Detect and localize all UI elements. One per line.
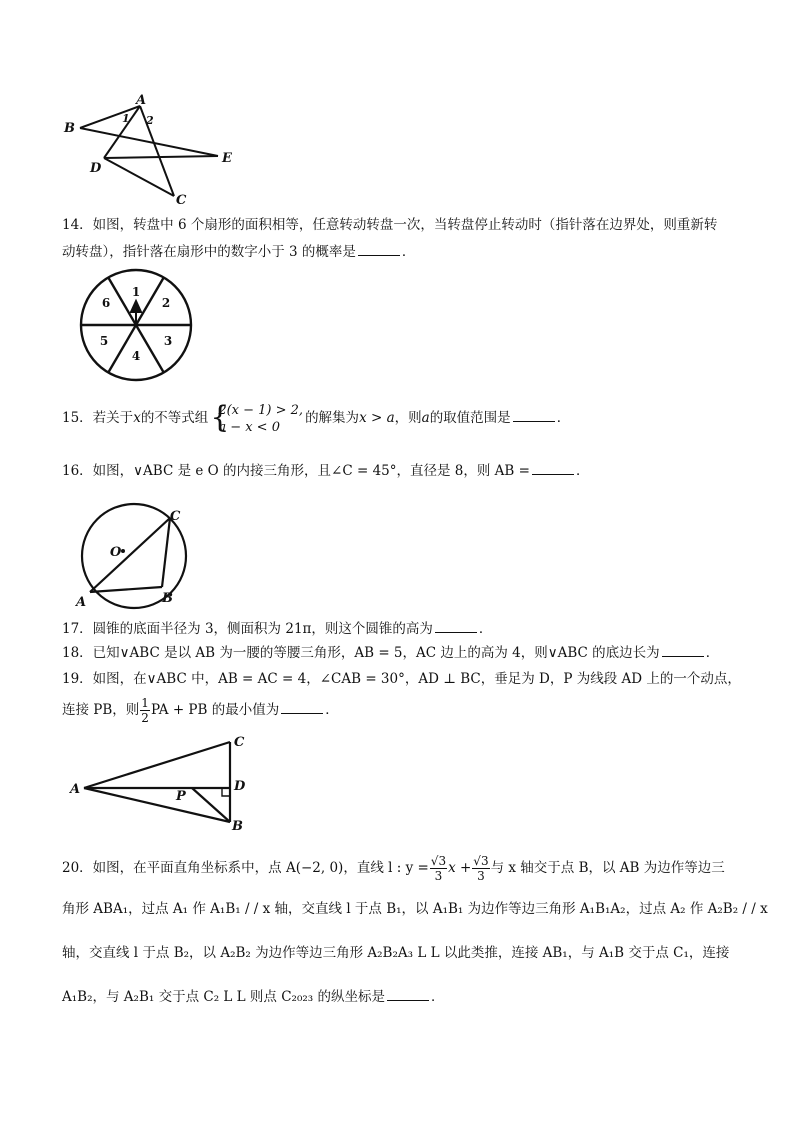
q15-text-mid: 的不等式组 [140, 410, 209, 426]
q18-text: 18．已知∨ABC 是以 AB 为一腰的等腰三角形，AB = 5，AC 边上的高为 4，则∨ABC 的底边长为 [62, 645, 660, 661]
q17-text: 17．圆锥的底面半径为 3，侧面积为 21π，则这个圆锥的高为 [62, 621, 433, 637]
figure-13 [60, 90, 250, 208]
answer-blank[interactable] [358, 241, 400, 256]
frac-numerator: √3 [473, 854, 489, 868]
q19-text-post: PA + PB 的最小值为 [150, 702, 280, 718]
q18-period: ． [705, 645, 720, 661]
sector-1-label: 1 [131, 285, 141, 299]
q19-text-pre: 连接 PB，则 [62, 702, 140, 718]
q20-line2: 角形 ABA₁，过点 A₁ 作 A₁B₁ / / x 轴，交直线 l 于点 B₁，以 A₁B₁ 为边作等边三角形 A₁B₁A₂，过点 A₂ 作 A₂B₂ / / x [62, 901, 768, 917]
label-C: C [170, 509, 181, 524]
frac-denominator: 3 [477, 869, 485, 883]
q20-text-pre: 20．如图，在平面直角坐标系中，点 A(−2, 0)，直线 l : y = [62, 860, 429, 876]
q15-var-a: a [421, 410, 430, 426]
q20-line1 [62, 846, 734, 890]
q19-line2 [62, 696, 734, 725]
sector-5-label: 5 [99, 334, 109, 348]
q16-text: 16．如图，∨ABC 是 e O 的内接三角形，且∠C = 45°，直径是 8，则 AB = [62, 463, 530, 479]
q15-var-x: x [133, 410, 141, 426]
q16-period: ． [575, 463, 590, 479]
fraction-sqrt3-over-3 [430, 854, 447, 883]
question-19 [62, 668, 741, 725]
label-P: P [176, 789, 186, 804]
q15-solution-set: x > a [359, 410, 395, 426]
q15-text-post2: ，则 [394, 410, 422, 426]
label-angle-1: 1 [122, 112, 130, 125]
answer-blank[interactable] [513, 407, 555, 422]
question-16 [62, 460, 734, 482]
answer-blank[interactable] [662, 642, 704, 657]
answer-blank[interactable] [435, 618, 477, 633]
label-C: C [176, 193, 187, 208]
label-A: A [136, 93, 147, 108]
q17-period: ． [478, 621, 493, 637]
q20-line3: 轴，交直线 l 于点 B₂，以 A₂B₂ 为边作等边三角形 A₂B₂A₃ L L 以此类推，连接 AB₁，与 A₁B 交于点 C₁，连接 [62, 945, 730, 961]
q19-period: ． [325, 702, 339, 718]
inequality-1: 2(x − 1) > 2, [218, 402, 304, 418]
label-D: D [90, 161, 102, 176]
fraction-sqrt3-over-3-b [472, 854, 489, 883]
answer-blank[interactable] [532, 460, 574, 475]
question-17 [62, 618, 734, 640]
q20-text-line4: A₁B₂，与 A₂B₁ 交于点 C₂ L L 则点 C₂₀₂₃ 的纵坐标是 [62, 989, 385, 1005]
sector-2-label: 2 [161, 296, 171, 310]
spinner-figure [76, 268, 198, 384]
q14-line1: 14．如图，转盘中 6 个扇形的面积相等，任意转动转盘一次，当转盘停止转动时（指针落在边界处，则重新转 [62, 217, 718, 233]
label-B: B [232, 819, 243, 834]
answer-blank[interactable] [281, 699, 323, 714]
label-A: A [76, 595, 87, 610]
label-B: B [162, 591, 173, 606]
q15-text-post1: 的解集为 [305, 410, 360, 426]
q20-period: ． [430, 989, 445, 1005]
frac-denominator: 3 [434, 869, 443, 883]
left-brace: { [210, 399, 230, 435]
frac-denominator: 2 [141, 711, 149, 725]
question-18 [62, 642, 734, 664]
frac-numerator: √3 [430, 854, 447, 868]
fraction-one-half [140, 696, 150, 725]
answer-blank[interactable] [387, 986, 429, 1001]
q14-text: 动转盘），指针落在扇形中的数字小于 3 的概率是 [62, 244, 356, 260]
label-angle-2: 2 [146, 114, 154, 127]
figure-16 [64, 500, 200, 614]
q15-text-post3: 的取值范围是 [429, 410, 511, 426]
frac-numerator: 1 [141, 696, 149, 710]
question-14 [62, 214, 734, 263]
label-C: C [234, 735, 245, 750]
q15-text-pre: 15．若关于 [62, 410, 134, 426]
q14-period: ． [401, 244, 416, 260]
question-15 [62, 396, 734, 440]
question-20 [62, 846, 768, 1008]
q20-x-term: x + [448, 860, 472, 876]
q20-line4 [62, 986, 734, 1008]
label-D: D [234, 779, 246, 794]
label-E: E [222, 151, 232, 166]
q15-period: ． [556, 410, 571, 426]
inequality-2: a − x < 0 [218, 419, 280, 435]
q19-line1: 19．如图，在∨ABC 中，AB = AC = 4，∠CAB = 30°，AD ⊥ BC，垂足为 D，P 为线段 AD 上的一个动点， [62, 671, 741, 687]
sector-6-label: 6 [101, 296, 111, 310]
sector-4-label: 4 [131, 349, 141, 363]
figure-19 [66, 730, 256, 834]
label-B: B [64, 121, 75, 136]
inequality-system [210, 399, 304, 436]
q20-text-post: 与 x 轴交于点 B，以 AB 为边作等边三 [490, 860, 725, 876]
q14-line2 [62, 241, 734, 263]
label-A: A [70, 782, 81, 797]
sector-3-label: 3 [163, 334, 173, 348]
label-O: O [110, 545, 122, 560]
